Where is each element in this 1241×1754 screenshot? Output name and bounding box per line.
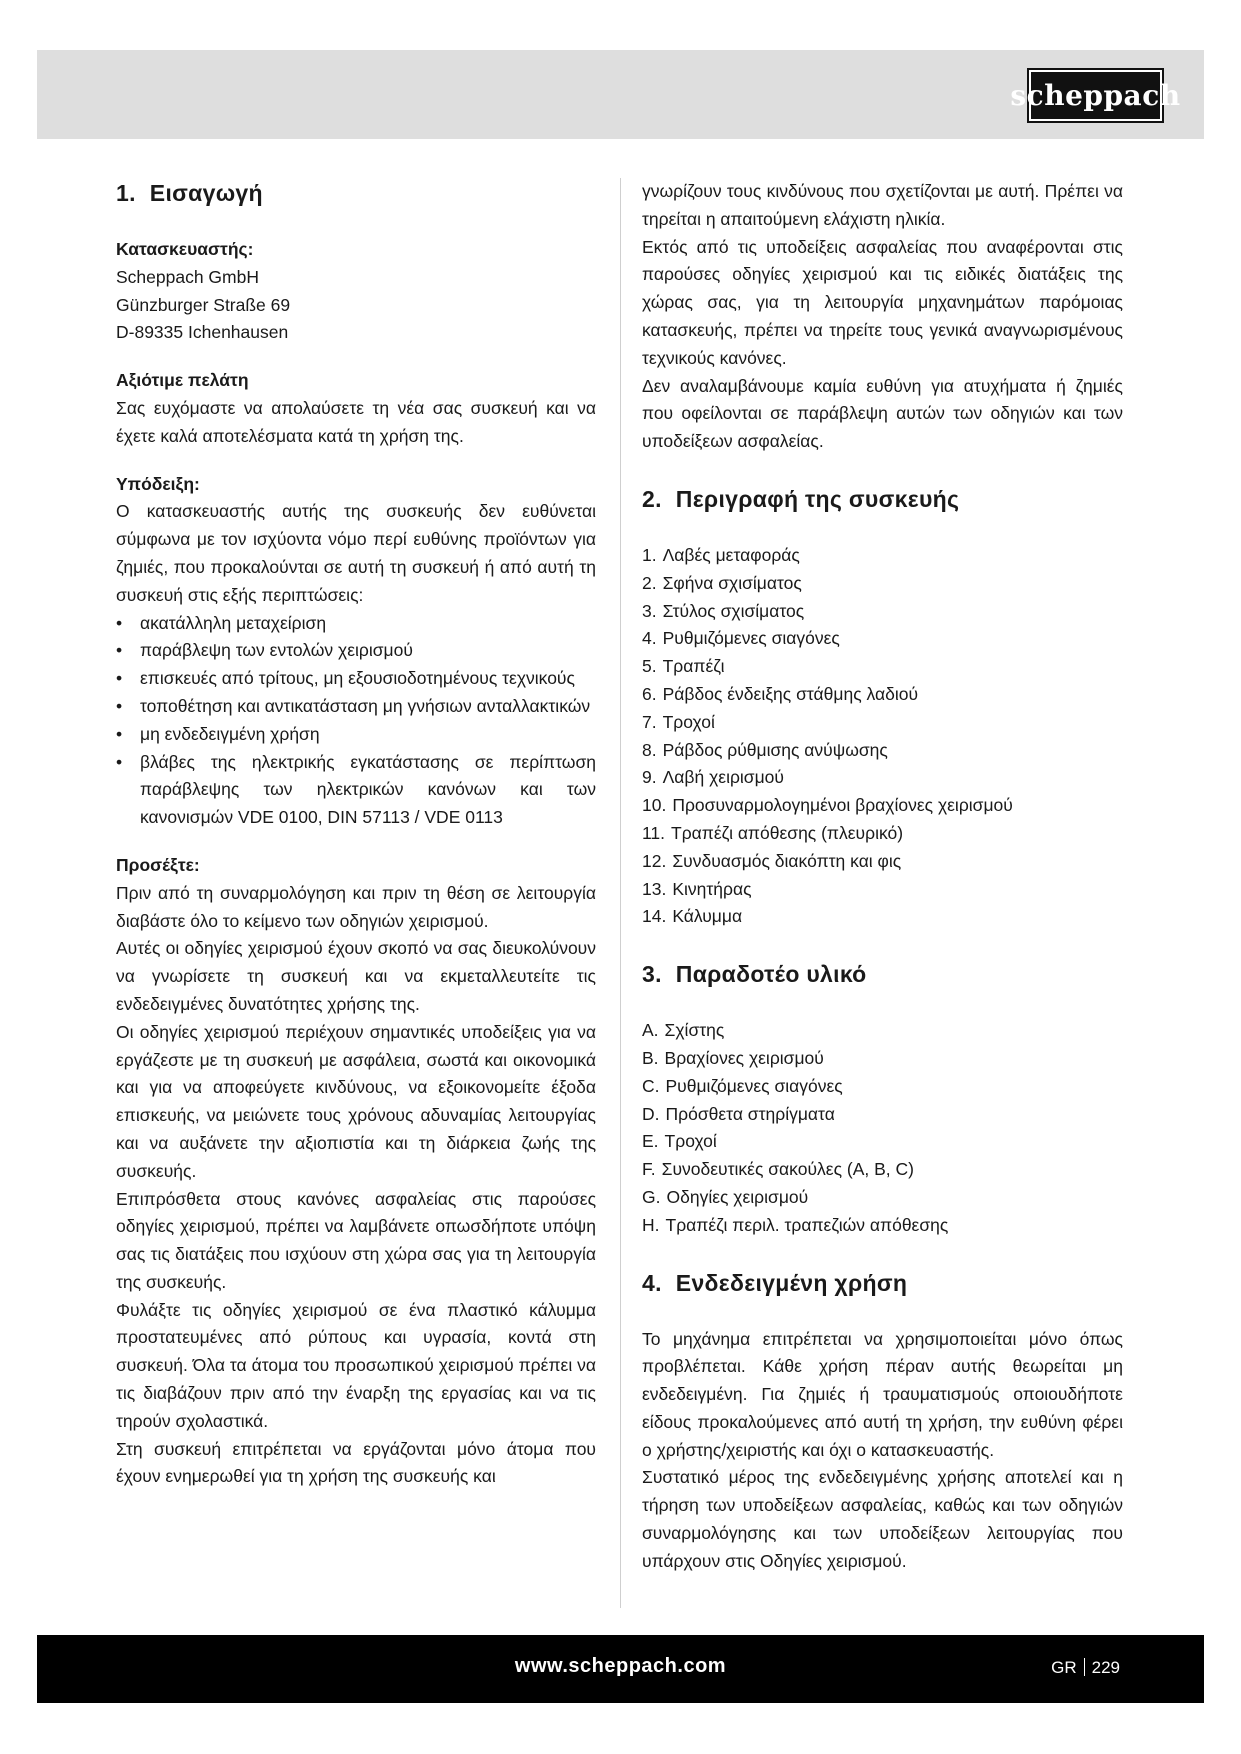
manufacturer-label: Κατασκευαστής: (116, 239, 254, 259)
list-item: • βλάβες της ηλεκτρικής εγκατάστασης σε περίπτωση παράβλεψης των ηλεκτρικών κανόνων και των κανονισμών VDE 0100, DIN 57113 / VDE 0113 (116, 749, 596, 832)
section-title: Παραδοτέο υλικό (675, 961, 867, 988)
list-item: A. Σχίστης (642, 1020, 725, 1041)
section-number: 4. (642, 1269, 662, 1296)
section-title: Εισαγωγή (149, 180, 263, 206)
list-item: • επισκευές από τρίτους, μη εξουσιοδοτημένους τεχνικούς (116, 665, 596, 693)
section-title: Ενδεδειγμένη χρήση (675, 1269, 908, 1296)
page-number (1051, 1658, 1120, 1678)
column-divider (620, 178, 621, 1608)
list-item: E. Τροχοί (642, 1131, 717, 1152)
customer-label: Αξιότιμε πελάτη (116, 370, 249, 391)
list-item: 11. Τραπέζι απόθεσης (πλευρικό) (642, 822, 904, 843)
list-item: 3. Στύλος σχισίματος (642, 600, 805, 621)
note-text: Ο κατασκευαστής αυτής της συσκευής δεν ευθύνεται σύμφωνα με τον ισχύοντα νόμο περί ευθύνης προϊόντων για ζημιές, που προκαλούνται σε αυτή τη συσκευή ή από αυτή τη συσκευή στις εξής περιπτώσεις: (116, 501, 596, 605)
brand-logo: scheppach (1029, 70, 1162, 121)
page-value: 229 (1091, 1658, 1120, 1677)
list-item: • παράβλεψη των εντολών χειρισμού (116, 637, 596, 665)
list-item: 8. Ράβδος ρύθμισης ανύψωσης (642, 739, 888, 760)
list-item: 14. Κάλυμμα (642, 906, 743, 927)
list-item: 4. Ρυθμιζόμενες σιαγόνες (642, 628, 840, 649)
continued-paragraph: γνωρίζουν τους κινδύνους που σχετίζονται με αυτή. Πρέπει να τηρείται η απαιτούμενη ελάχιστη ηλικία. (642, 181, 1123, 229)
customer-text: Σας ευχόμαστε να απολαύσετε τη νέα σας συσκευή και να έχετε καλά αποτελέσματα κατά τη χρήση της. (116, 397, 596, 446)
list-item: 9. Λαβή χειρισμού (642, 767, 784, 788)
website-link[interactable]: www.scheppach.com (514, 1655, 727, 1677)
list-item: • μη ενδεδειγμένη χρήση (116, 721, 596, 749)
list-item: 13. Κινητήρας (642, 878, 752, 899)
list-item: 7. Τροχοί (642, 711, 715, 732)
list-item: • τοποθέτηση και αντικατάσταση μη γνήσιων ανταλλακτικών (116, 693, 596, 721)
list-item: B. Βραχίονες χειρισμού (642, 1047, 824, 1068)
list-item: C. Ρυθμιζόμενες σιαγόνες (642, 1075, 843, 1096)
list-item: F. Συνοδευτικές σακούλες (A, B, C) (642, 1159, 914, 1180)
language-code: GR (1051, 1658, 1077, 1677)
list-item: 2. Σφήνα σχισίματος (642, 572, 802, 593)
section-2-heading (642, 484, 1123, 514)
manufacturer-line: Scheppach GmbH (116, 266, 259, 287)
list-item: 5. Τραπέζι (642, 656, 725, 677)
attention-paragraph: Επιπρόσθετα στους κανόνες ασφαλείας στις παρούσες οδηγίες χειρισμού, πρέπει να λαμβάνετε οπωσδήποτε υπόψη σας τις διατάξεις που ισχύουν στη χώρα σας για τη λειτουργία της συσκευής. (116, 1188, 596, 1292)
left-column (116, 178, 596, 1491)
attention-label: Προσέξτε: (116, 854, 200, 875)
section-number: 3. (642, 961, 662, 988)
use-paragraph: Συστατικό μέρος της ενδεδειγμένης χρήσης αποτελεί και η τήρηση των υποδείξεων ασφαλείας, καθώς και των οδηγιών συναρμολόγησης και των υποδείξεων λειτουργίας που υπάρχουν στις Οδηγίες χειρισμού. (642, 1467, 1123, 1571)
list-item: 12. Συνδυασμός διακόπτη και φις (642, 850, 902, 871)
list-item: 10. Προσυναρμολογημένοι βραχίονες χειρισμού (642, 795, 1013, 816)
attention-paragraph: Πριν από τη συναρμολόγηση και πριν τη θέση σε λειτουργία διαβάστε όλο το κείμενο των οδηγιών χειρισμού. (116, 882, 596, 931)
parts-list (642, 542, 1123, 931)
section-title: Περιγραφή της συσκευής (675, 485, 960, 512)
list-item: H. Τραπέζι περιλ. τραπεζιών απόθεσης (642, 1214, 949, 1235)
delivery-list (642, 1017, 1123, 1239)
right-column (642, 178, 1123, 1576)
attention-paragraph: Αυτές οι οδηγίες χειρισμού έχουν σκοπό να σας διευκολύνουν να γνωρίσετε τη συσκευή και να εκμεταλλευτείτε τις ενδεδειγμένες δυνατότητες χρήσης της. (116, 938, 596, 1014)
list-item: D. Πρόσθετα στηρίγματα (642, 1103, 835, 1124)
footer-bar (37, 1635, 1204, 1703)
list-item: • ακατάλληλη μεταχείριση (116, 610, 596, 638)
section-3-heading (642, 959, 1123, 989)
use-paragraph: Το μηχάνημα επιτρέπεται να χρησιμοποιείται μόνο όπως προβλέπεται. Κάθε χρήση πέραν αυτής θεωρείται μη ενδεδειγμένη. Για ζημιές ή τραυματισμούς οποιουδήποτε είδους προκαλούμενες από αυτή τη χρήση, την ευθύνη φέρει ο χρήστης/χειριστής και όχι ο κατασκευαστής. (642, 1328, 1123, 1460)
list-item: 6. Ράβδος ένδειξης στάθμης λαδιού (642, 683, 919, 704)
attention-paragraph: Στη συσκευή επιτρέπεται να εργάζονται μόνο άτομα που έχουν ενημερωθεί για τη χρήση της συσκευής και (116, 1438, 596, 1487)
section-1-heading (116, 178, 596, 208)
section-number: 2. (642, 485, 662, 512)
list-item: 1. Λαβές μεταφοράς (642, 544, 800, 565)
section-4-heading (642, 1268, 1123, 1298)
note-bullet-list (116, 610, 596, 832)
continued-paragraph: Εκτός από τις υποδείξεις ασφαλείας που αναφέρονται στις παρούσες οδηγίες χειρισμού και τις ειδικές διατάξεις της χώρας σας, για τη λειτουργία μηχανημάτων παρόμοιας κατασκευής, πρέπει να τηρείτε τους γενικά αναγνωρισμένους τεχνικούς κανόνες. (642, 236, 1123, 368)
continued-paragraph: Δεν αναλαμβάνουμε καμία ευθύνη για ατυχήματα ή ζημιές που οφείλονται σε παράβλεψη αυτών των οδηγιών και των υποδείξεων ασφαλείας. (642, 375, 1123, 452)
attention-paragraph: Φυλάξτε τις οδηγίες χειρισμού σε ένα πλαστικό κάλυμμα προστατευμένες από ρύπους και υγρασία, κοντά στη συσκευή. Όλα τα άτομα του προσωπικού χειρισμού πρέπει να τις διαβάζουν πριν από την έναρξη της εργασίας και να τις τηρούν σχολαστικά. (116, 1299, 596, 1431)
manufacturer-line: Günzburger Straße 69 (116, 294, 291, 315)
attention-paragraph: Οι οδηγίες χειρισμού περιέχουν σημαντικές υποδείξεις για να εργάζεστε με τη συσκευή με ασφάλεια, σωστά και οικονομικά και για να αποφεύγετε κινδύνους, να εξοικονομείτε έξοδα επισκευής, να μειώνετε τους χρόνους αδυναμίας λειτουργίας και να αυξάνετε την αξιοπιστία και τη διάρκεια ζωής της συσκευής. (116, 1021, 596, 1181)
section-number: 1. (116, 180, 136, 206)
manufacturer-line: D-89335 Ichenhausen (116, 322, 289, 343)
list-item: G. Οδηγίες χειρισμού (642, 1186, 809, 1207)
note-label: Υπόδειξη: (116, 473, 200, 494)
